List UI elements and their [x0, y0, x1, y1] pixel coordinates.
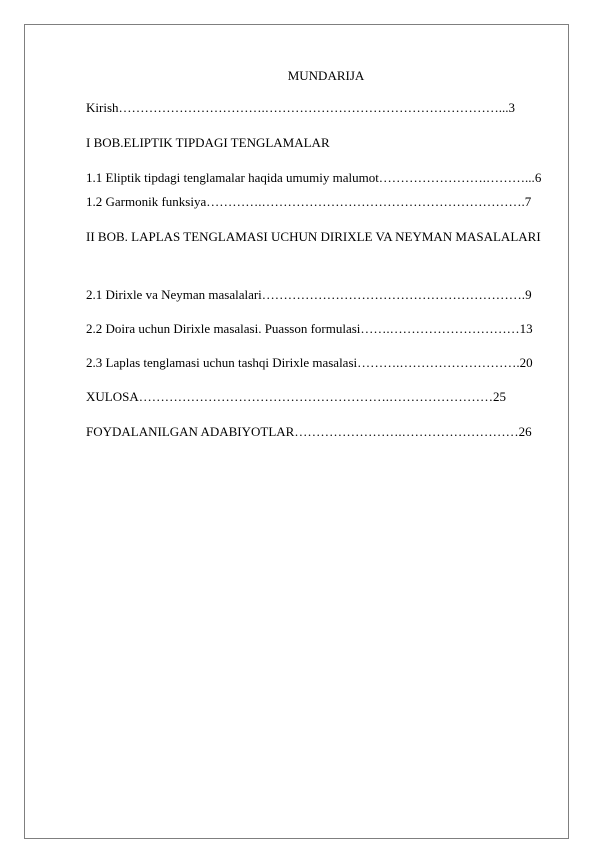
toc-entry-1-2 — [86, 194, 566, 210]
toc-entry-text: Kirish…………………………….………………………………………………... — [86, 100, 509, 115]
toc-entry-page: 20 — [519, 355, 533, 370]
toc-entry-page: 25 — [492, 389, 506, 404]
toc-entry-text: 2.2 Doira uchun Dirixle masalasi. Puasson formulasi…….………………………… — [86, 321, 520, 336]
chapter-heading-2: II BOB. LAPLAS TENGLAMASI UCHUN DIRIXLE VA NEYMAN MASALALARI — [86, 229, 541, 244]
toc-entry-page: 6 — [534, 170, 542, 185]
toc-entry-2-1 — [86, 287, 566, 303]
toc-entry-page: 13 — [519, 321, 533, 336]
toc-entry-2-2 — [86, 321, 566, 337]
toc-entry-text: 1.1 Eliptik tipdagi tenglamalar haqida umumiy malumot…………………….………... — [86, 170, 535, 185]
toc-entry-2-3 — [86, 355, 566, 371]
toc-entry-adabiyotlar — [86, 424, 566, 440]
toc-entry-page: 3 — [508, 100, 515, 115]
toc-entry-page: 9 — [525, 287, 532, 302]
toc-entry-text: 2.1 Dirixle va Neyman masalalari……………………………………………………. — [86, 287, 526, 302]
toc-entry-page: 7 — [524, 194, 532, 209]
toc-entry-text: 2.3 Laplas tenglamasi uchun tashqi Dirixle masalasi……….………………………. — [86, 355, 520, 370]
chapter-heading-1: I BOB.ELIPTIK TIPDAGI TENGLAMALAR — [86, 135, 330, 150]
toc-entry-xulosa — [86, 389, 566, 405]
toc-entry-text: FOYDALANILGAN ADABIYOTLAR…………………….……………………… — [86, 424, 519, 439]
toc-entry-kirish — [86, 100, 566, 116]
toc-entry-page: 26 — [518, 424, 532, 439]
toc-entry-text: XULOSA………………………………………………….…………………… — [86, 389, 493, 404]
toc-entry-1-1 — [86, 170, 566, 186]
toc-entry-text: 1.2 Garmonik funksiya………….……………………………………………………. — [86, 194, 525, 209]
document-title: MUNDARIJA — [287, 68, 365, 83]
